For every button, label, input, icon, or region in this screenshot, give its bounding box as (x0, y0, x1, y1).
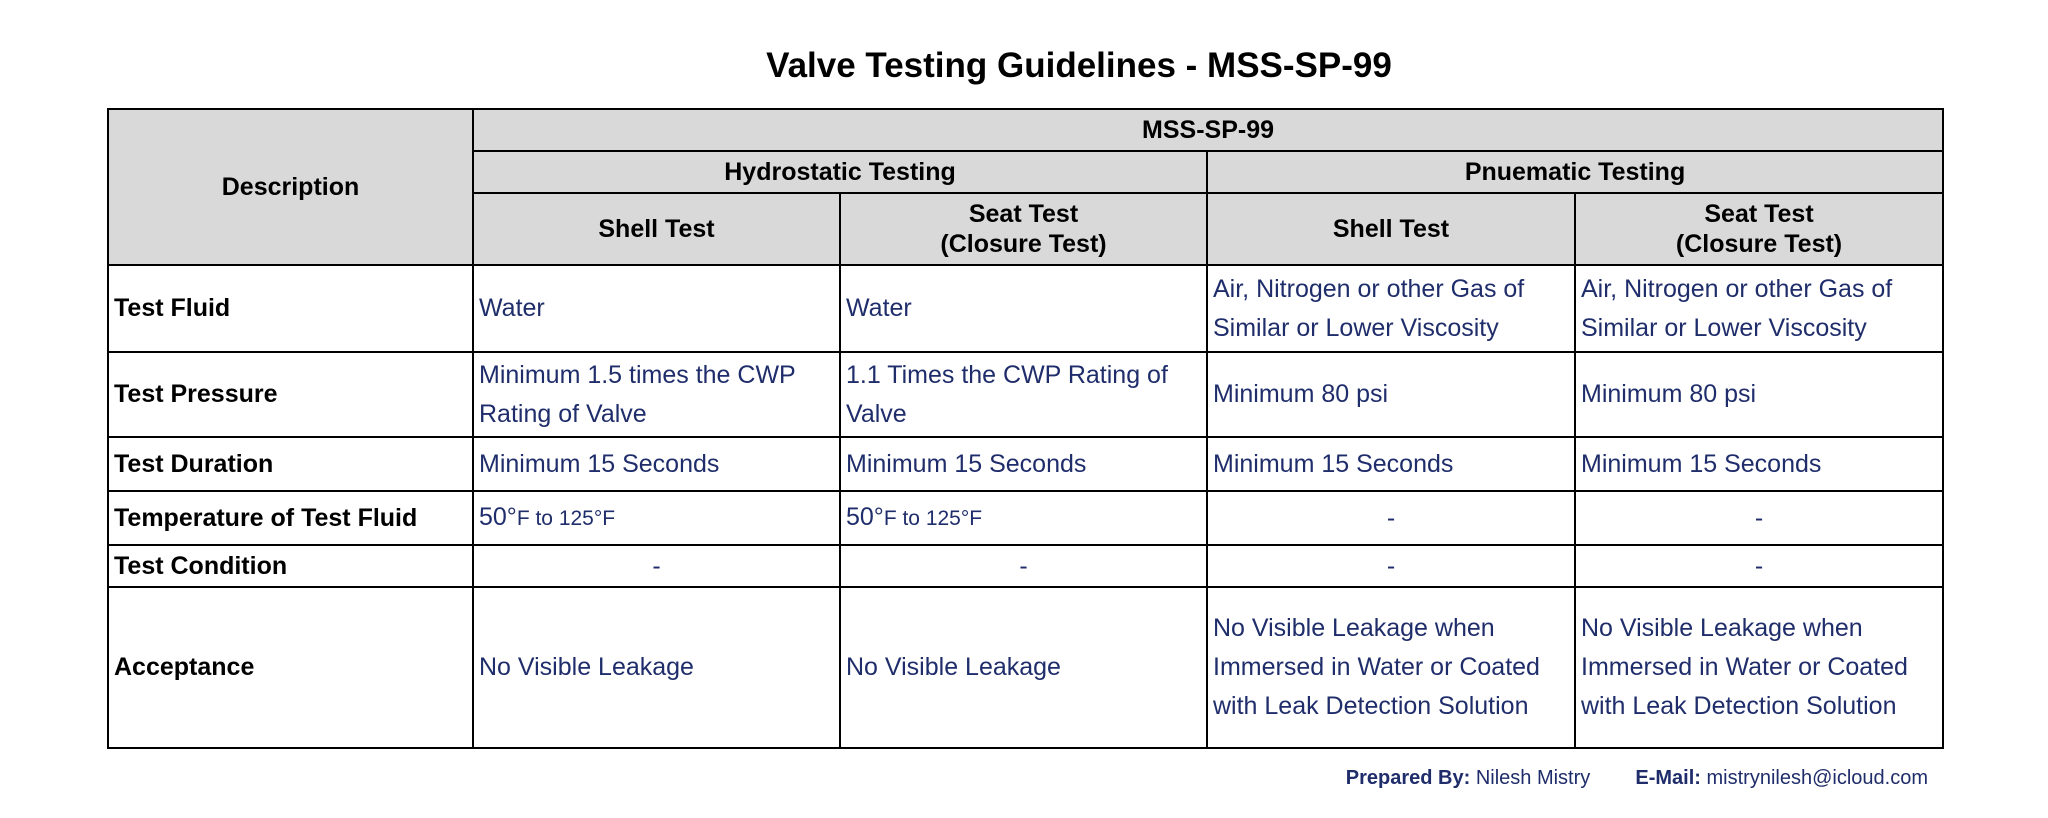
pneu-shell-header: Shell Test (1207, 193, 1575, 265)
temp-degree: 50° (479, 503, 517, 531)
table-cell: Minimum 80 psi (1207, 352, 1575, 437)
table-cell: No Visible Leakage when Immersed in Water or Coated with Leak Detection Solution (1575, 587, 1943, 748)
temp-degree: 50° (846, 503, 884, 531)
table-cell: Minimum 1.5 times the CWP Rating of Valve (473, 352, 840, 437)
table-cell (840, 491, 1207, 545)
table-cell: Air, Nitrogen or other Gas of Similar or Lower Viscosity (1575, 265, 1943, 352)
table-row (108, 352, 1943, 437)
row-label: Test Condition (108, 545, 473, 587)
table-cell: - (473, 545, 840, 587)
table-cell: Minimum 80 psi (1575, 352, 1943, 437)
row-label: Acceptance (108, 587, 473, 748)
pneumatic-header: Pnuematic Testing (1207, 151, 1943, 193)
seat-test-line2: (Closure Test) (1675, 230, 1843, 258)
row-label: Test Duration (108, 437, 473, 491)
table-cell: - (1575, 491, 1943, 545)
seat-test-line1: Seat Test (1704, 200, 1814, 228)
hydro-seat-header (840, 193, 1207, 265)
table-cell: Water (473, 265, 840, 352)
table-cell: Minimum 15 Seconds (1207, 437, 1575, 491)
table-cell: Minimum 15 Seconds (1575, 437, 1943, 491)
email-address[interactable]: mistrynilesh@icloud.com (1706, 767, 1928, 789)
prepared-by-name: Nilesh Mistry (1475, 767, 1591, 789)
table-row (108, 437, 1943, 491)
page-title: Valve Testing Guidelines - MSS-SP-99 (766, 46, 1392, 85)
row-label: Test Fluid (108, 265, 473, 352)
row-label: Temperature of Test Fluid (108, 491, 473, 545)
table-cell: Minimum 15 Seconds (840, 437, 1207, 491)
table-cell: No Visible Leakage (840, 587, 1207, 748)
table-cell: No Visible Leakage (473, 587, 840, 748)
standard-header: MSS-SP-99 (473, 109, 1943, 151)
email-label: E-Mail: (1635, 767, 1701, 789)
table-cell: - (1207, 491, 1575, 545)
table-cell: Minimum 15 Seconds (473, 437, 840, 491)
hydrostatic-header: Hydrostatic Testing (473, 151, 1207, 193)
table-cell: Air, Nitrogen or other Gas of Similar or Lower Viscosity (1207, 265, 1575, 352)
seat-test-line1: Seat Test (968, 200, 1079, 228)
table-cell: No Visible Leakage when Immersed in Water or Coated with Leak Detection Solution (1207, 587, 1575, 748)
prepared-by-label: Prepared By: (1345, 767, 1471, 789)
temp-range: F to 125°F (883, 507, 983, 530)
table-cell: - (840, 545, 1207, 587)
pneu-seat-header (1575, 193, 1943, 265)
footer (1346, 767, 1928, 790)
guidelines-table (107, 108, 1944, 749)
hydro-shell-header: Shell Test (473, 193, 840, 265)
table-cell: - (1575, 545, 1943, 587)
table-cell: 1.1 Times the CWP Rating of Valve (840, 352, 1207, 437)
table-cell: Water (840, 265, 1207, 352)
description-header: Description (108, 109, 473, 265)
seat-test-line2: (Closure Test) (940, 230, 1107, 258)
table-row (108, 491, 1943, 545)
table-row (108, 265, 1943, 352)
table-row (108, 587, 1943, 748)
temp-range: F to 125°F (516, 507, 616, 530)
row-label: Test Pressure (108, 352, 473, 437)
table-cell (473, 491, 840, 545)
table-cell: - (1207, 545, 1575, 587)
table-row (108, 545, 1943, 587)
